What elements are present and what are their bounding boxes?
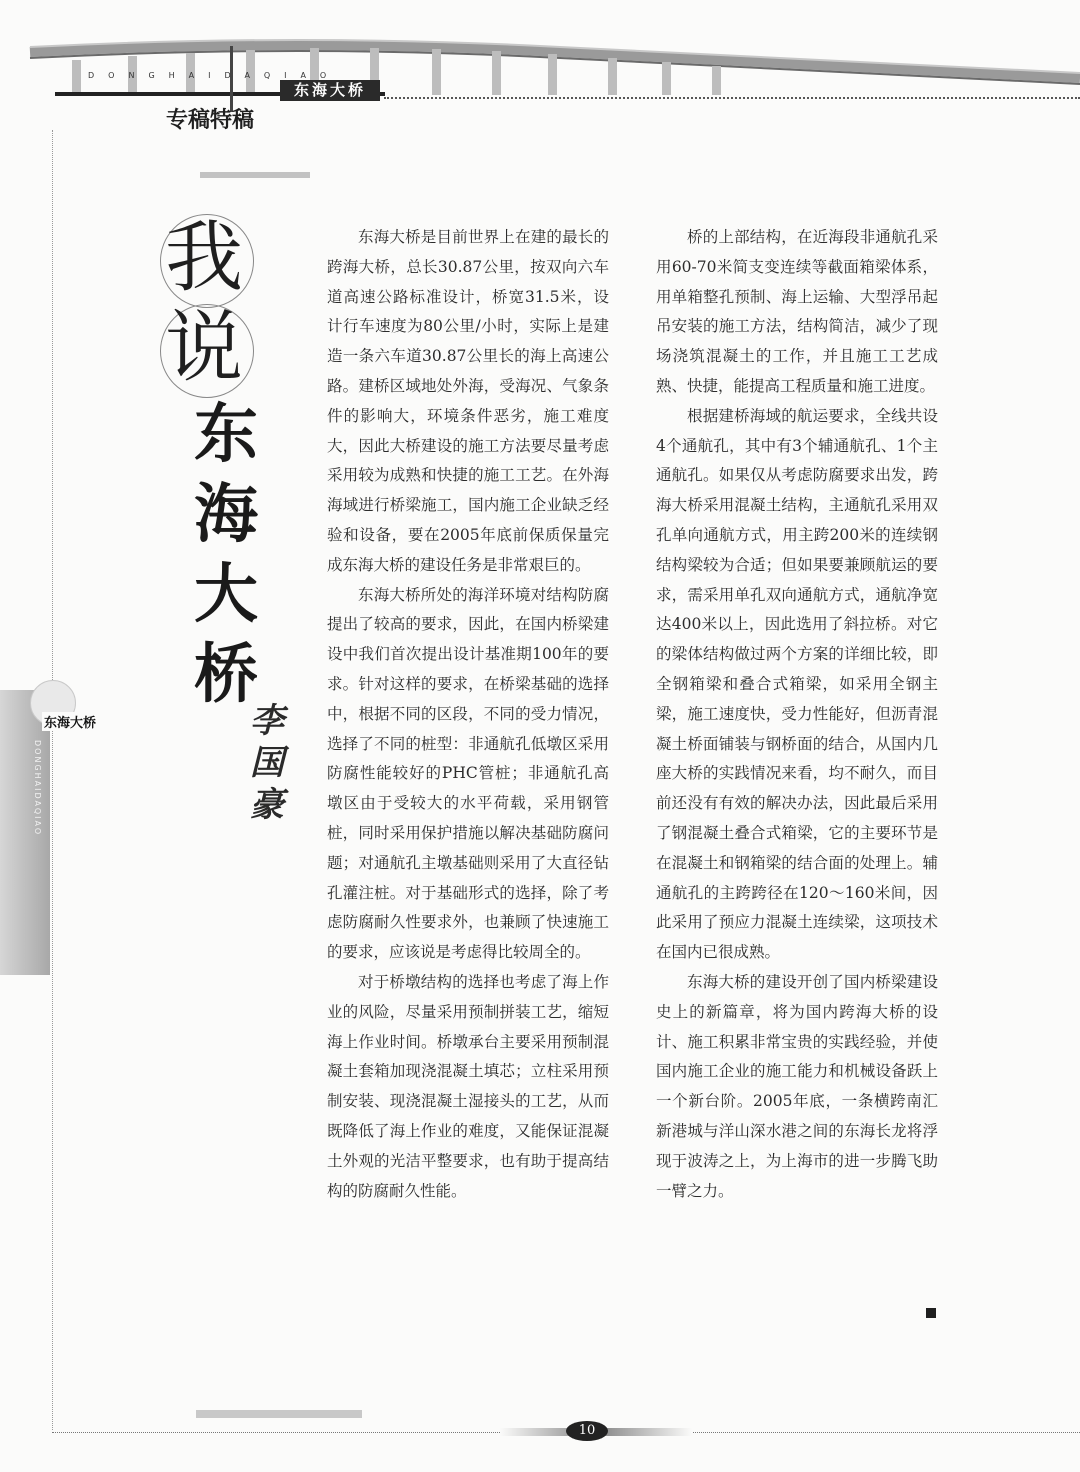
page-number: 10: [566, 1421, 608, 1441]
article-column-right: [656, 223, 938, 1206]
header-romanized-title: DONGHAIDAQIAO: [88, 71, 341, 80]
main-title-char: 海: [194, 478, 258, 552]
author-char: 李: [250, 701, 284, 741]
title-shuo: 说: [164, 303, 243, 393]
author-signature: [244, 700, 290, 826]
section-label: 东海大桥: [280, 80, 380, 101]
side-tab: [0, 690, 50, 975]
footer-decor-bar: [196, 1410, 362, 1418]
title-decor-bar: [200, 172, 310, 178]
side-tab-romanized: DONGHAIDAQIAO: [33, 740, 42, 837]
article-paragraph: 根据建桥海域的航运要求，全线共设4个通航孔，其中有3个辅通航孔、1个主通航孔。如果仅从考虑防腐要求出发，跨海大桥采用混凝土结构，主通航孔采用双孔单向通航方式，用主跨200米的连续钢结构梁较为合适；但如果要兼顾航运的要求，需采用单孔双向通航方式，通航净宽达400米以上，因此选用了斜拉桥。对它的梁体结构做过两个方案的详细比较，即全钢箱梁和叠合式箱梁，如采用全钢主梁，施工速度快，受力性能好，但沥青混凝土桥面铺装与钢桥面的结合，从国内几座大桥的实践情况来看，均不耐久，而目前还没有有效的解决办法，因此最后采用了钢混凝土叠合式箱梁，它的主要环节是在混凝土和钢箱梁的结合面的处理上。辅通航孔的主跨跨径在120～160米间，因此采用了预应力混凝土连续梁，这项技术在国内已很成熟。: [656, 406, 938, 962]
article-end-mark: [926, 1308, 936, 1318]
column-title: 专稿特稿: [166, 108, 255, 133]
main-title-char: 东: [194, 398, 258, 472]
article-column-left: [327, 223, 609, 1206]
main-title-char: 桥: [194, 638, 258, 712]
author-char: 国: [250, 743, 284, 783]
side-tab-label: 东海大桥: [42, 712, 98, 731]
article-paragraph: 对于桥墩结构的选择也考虑了海上作业的风险，尽量采用预制拼装工艺，缩短海上作业时间。桥墩承台主要采用预制混凝土套箱加现浇混凝土填芯；立柱采用预制安装、现浇混凝土湿接头的工艺，从而既降低了海上作业的难度，又能保证混凝土外观的光洁平整要求，也有助于提高结构的防腐耐久性能。: [327, 972, 609, 1200]
header-dotted-rule: [384, 97, 1080, 99]
article-paragraph: 桥的上部结构，在近海段非通航孔采用60-70米简支变连续等截面箱梁体系，用单箱整孔预制、海上运输、大型浮吊起吊安装的施工方法，结构简洁，减少了现场浇筑混凝土的工作，并且施工工艺成熟、快捷，能提高工程质量和施工进度。: [656, 228, 938, 395]
main-title-char: 大: [194, 558, 258, 632]
title-wo: 我: [164, 213, 243, 303]
author-char: 豪: [250, 785, 284, 825]
left-dotted-rule: [52, 130, 53, 1430]
article-paragraph: 东海大桥所处的海洋环境对结构防腐提出了较高的要求，因此，在国内桥梁建设中我们首次提出设计基准期100年的要求。针对这样的要求，在桥梁基础的选择中，根据不同的区段，不同的受力情况，选择了不同的桩型：非通航孔低墩区采用防腐性能较好的PHC管桩；非通航孔高墩区由于受较大的水平荷载，采用钢管桩，同时采用保护措施以解决基础防腐问题；对通航孔主墩基础则采用了大直径钻孔灌注桩。对于基础形式的选择，除了考虑防腐耐久性要求外，也兼顾了快速施工的要求，应该说是考虑得比较周全的。: [327, 585, 609, 962]
article-paragraph: 东海大桥是目前世界上在建的最长的跨海大桥，总长30.87公里，按双向六车道高速公路标准设计，桥宽31.5米，设计行车速度为80公里/小时，实际上是建造一条六车道30.87公里长的海上高速公路。建桥区域地处外海，受海况、气象条件的影响大，环境条件恶劣，施工难度大，因此大桥建设的施工方法要尽量考虑采用较为成熟和快捷的施工工艺。在外海海域进行桥梁施工，国内施工企业缺乏经验和设备，要在2005年底前保质保量完成东海大桥的建设任务是非常艰巨的。: [327, 228, 609, 574]
article-paragraph: 东海大桥的建设开创了国内桥梁建设史上的新篇章，将为国内跨海大桥的设计、施工积累非常宝贵的实践经验，并使国内施工企业的施工能力和机械设备跃上一个新台阶。2005年底，一条横跨南汇新港城与洋山深水港之间的东海长龙将浮现于波涛之上，为上海市的进一步腾飞助一臂之力。: [656, 972, 938, 1200]
main-title: [186, 395, 266, 715]
